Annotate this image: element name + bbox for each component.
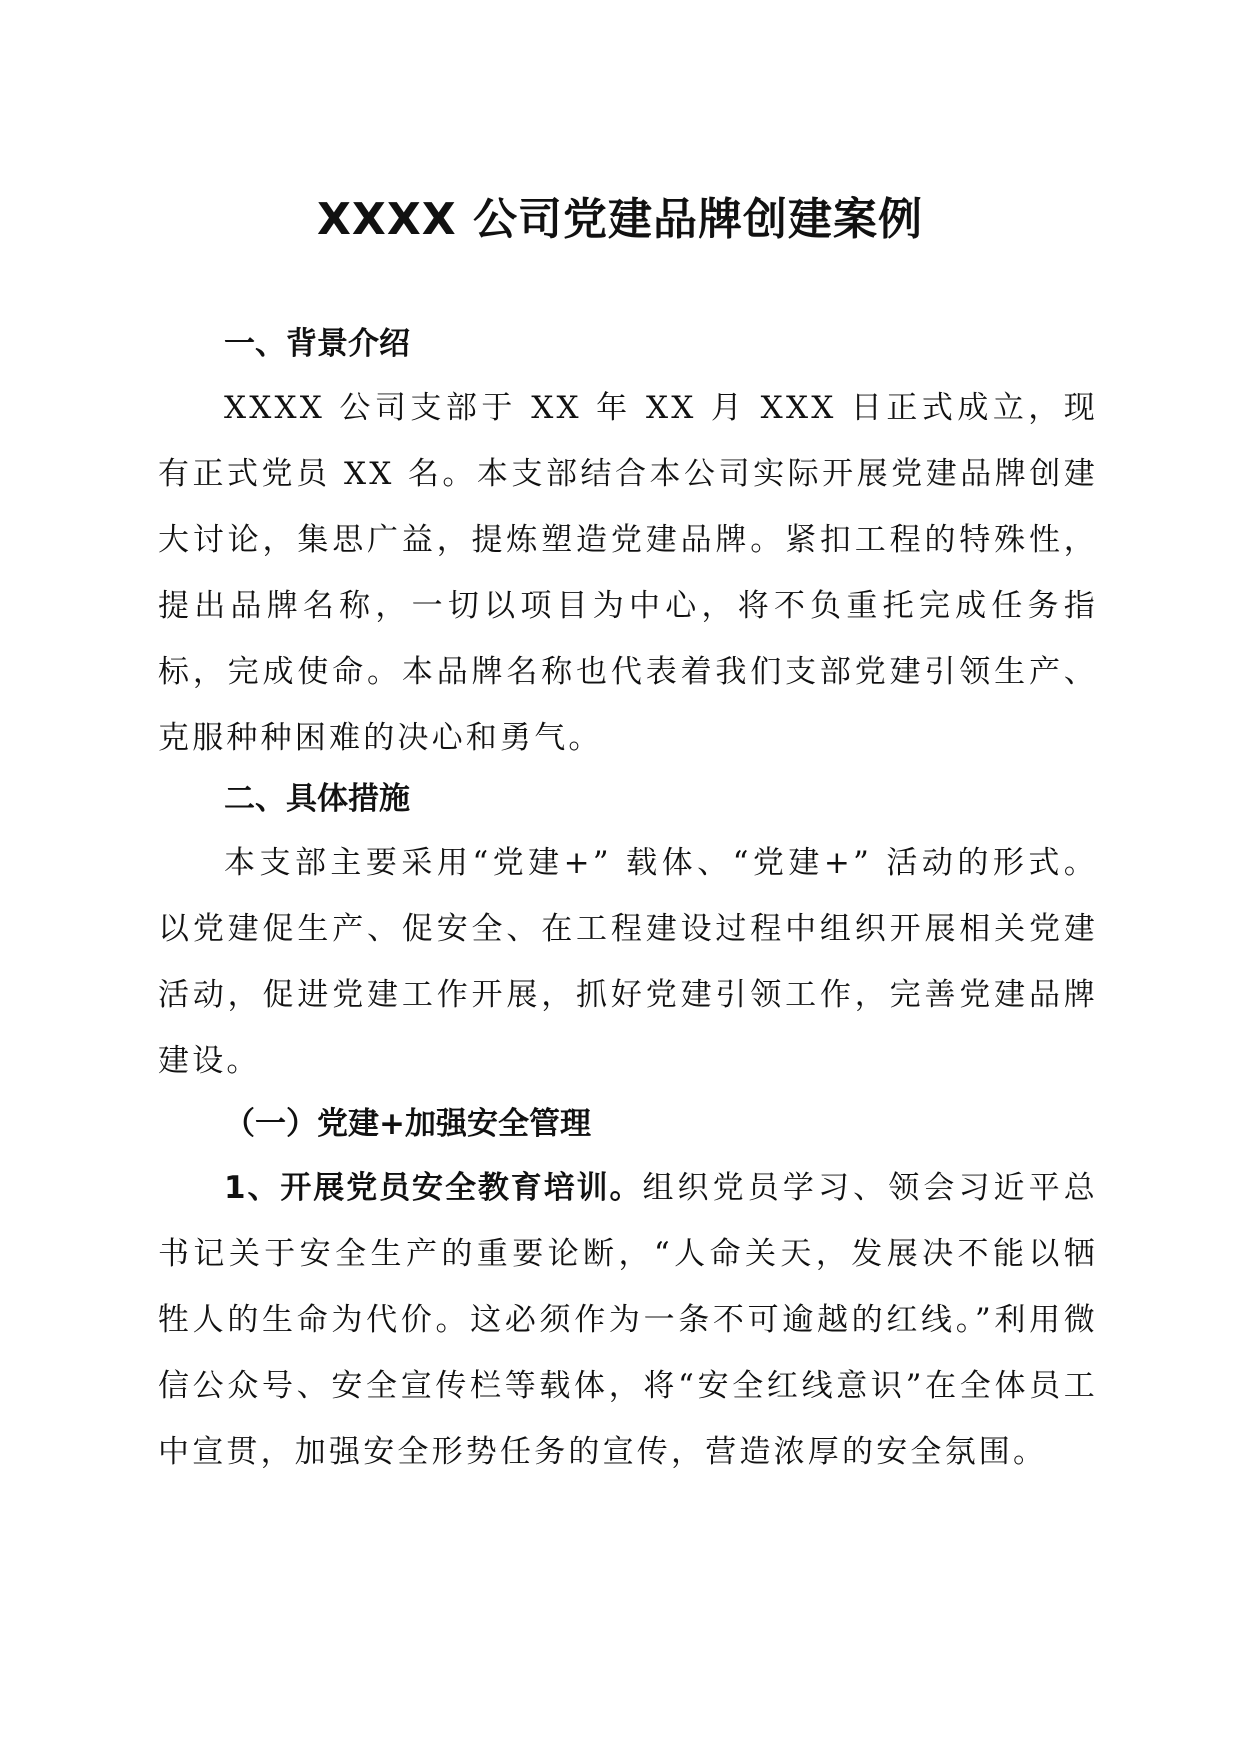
measures-paragraph: 本支部主要采用“党建+” 载体、“党建+” 活动的形式。以党建促生产、促安全、在工程建设过程中组织开展相关党建活动，促进党建工作开展，抓好党建引领工作，完善党建品牌建设。 — [158, 845, 1098, 1079]
section-heading-background: 一、背景介绍 — [224, 326, 410, 362]
subsection-heading-safety: （一）党建+加强安全管理 — [224, 1106, 591, 1142]
background-paragraph: XXXX 公司支部于 XX 年 XX 月 XXX 日正式成立，现有正式党员 XX 名。本支部结合本公司实际开展党建品牌创建大讨论，集思广益，提炼塑造党建品牌。紧扣工程的特殊性，提出品牌名称，一切以项目为中心，将不负重托完成任务指标，完成使命。本品牌名称也代表着我们支部党建引领生产、克服种种困难的决心和勇气。 — [158, 390, 1098, 756]
safety-training-text: 组织党员学习、领会习近平总书记关于安全生产的重要论断，“人命关天，发展决不能以牺牲人的生命为代价。这必须作为一条不可逾越的红线。”利用微信公众号、安全宣传栏等载体，将“安全红线意识”在全体员工中宣贯，加强安全形势任务的宣传，营造浓厚的安全氛围。 — [158, 1170, 1098, 1470]
document-title: XXXX 公司党建品牌创建案例 — [316, 194, 923, 245]
safety-training-paragraph — [158, 1155, 1098, 1485]
safety-training-lead: 1、开展党员安全教育培训。 — [224, 1170, 643, 1206]
section-heading-measures: 二、具体措施 — [224, 781, 410, 817]
